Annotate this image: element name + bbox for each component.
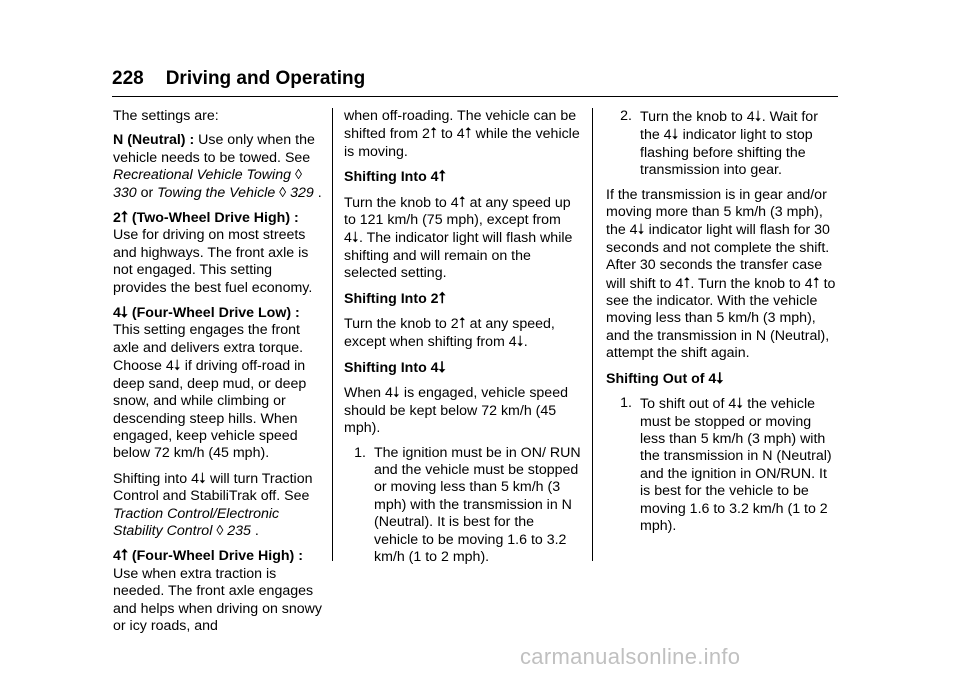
arrow-down-icon: ⭣ (438, 358, 446, 376)
heading-shifting-into-4-low: Shifting Into 4⭣ (344, 358, 446, 376)
arrow-up-icon: ⭡ (438, 289, 446, 307)
into-4-low-paragraph: When 4⭣ is engaged, vehicle speed should be kept below 72 km/h (45 mph). (344, 384, 568, 437)
arrow-down-icon: ⭣ (671, 126, 679, 144)
in-gear-paragraph: If the transmission is in gear and/or moving more than 5 km/h (3 mph), the 4⭣ indicator light will flash for 30 seconds and not complete the shift. After 30 seconds the transfer case will shift to 4⭡. Turn the knob to 4⭡ to see the indicator. With the vehicle moving less than 5 km/h (3 mph), and the transmission in N (Neutral), attempt the shift again. (606, 186, 836, 362)
arrow-up-icon: ⭡ (120, 209, 128, 227)
four-high-paragraph: 4⭡ (Four-Wheel Drive High) : Use when extra traction is needed. The front axle engages and helps when driving on snowy or icy roads, and (113, 547, 323, 634)
link-traction-control[interactable]: Traction Control/Electronic Stability Control (113, 505, 280, 539)
list-item: 1. To shift out of 4⭣ the vehicle must be stopped or moving less than 5 km/h (3 mph) with the transmission in N (Neutral) and the ignition in ON/RUN. It is best for the vehicle to be moving 1.6 to 3.2 km/h (1 to 2 mph). (620, 395, 832, 534)
into-2-paragraph: Turn the knob to 2⭡ at any speed, except when shifting from 4⭣. (344, 315, 555, 351)
neutral-label: N (Neutral) : (113, 132, 195, 149)
page-ref-icon: ◊ (279, 184, 287, 201)
heading-shifting-into-4-high: Shifting Into 4⭡ (344, 168, 446, 186)
page-header (112, 68, 838, 97)
arrow-up-icon: ⭡ (683, 274, 691, 292)
neutral-paragraph: N (Neutral) : Use only when the vehicle needs to be towed. See Recreational Vehicle Towing ◊ 330 or Towing the Vehicle ◊ 329 . (113, 132, 322, 201)
arrow-down-icon: ⭣ (198, 469, 207, 487)
page-number: 228 (112, 68, 144, 89)
arrow-down-icon: ⭣ (120, 304, 128, 322)
list-item: 2. Turn the knob to 4⭣. Wait for the 4⭣ indicator light to stop flashing before shifting the transmission into gear. (620, 108, 818, 179)
watermark: carmanualsonline.info (520, 644, 741, 669)
arrow-down-icon: ⭣ (516, 333, 524, 351)
column-3 (606, 108, 838, 542)
arrow-up-icon: ⭡ (458, 193, 466, 211)
arrow-down-icon: ⭣ (173, 357, 181, 375)
arrow-down-icon: ⭣ (392, 384, 400, 402)
traction-paragraph: Shifting into 4⭣ will turn Traction Control and StabiliTrak off. See Traction Control/Electronic Stability Control ◊ 235 . (113, 469, 313, 539)
arrow-up-icon: ⭡ (438, 168, 446, 186)
intro-text: The settings are: (113, 108, 219, 124)
two-high-paragraph: 2⭡ (Two-Wheel Drive High) : Use for driving on most streets and highways. The front axle is not engaged. This setting provides the best fuel economy. (113, 209, 313, 296)
into-4-high-paragraph: Turn the knob to 4⭡ at any speed up to 121 km/h (75 mph), except from 4⭣. The indicator light will flash while shifting and will remain on the selected setting. (344, 193, 573, 282)
link-towing-vehicle[interactable]: Towing the Vehicle (157, 184, 276, 201)
arrow-down-icon: ⭣ (351, 229, 359, 247)
arrow-up-icon: ⭡ (464, 125, 472, 143)
heading-shifting-into-2: Shifting Into 2⭡ (344, 289, 446, 307)
column-1 (113, 108, 325, 642)
list-item: 1. The ignition must be in ON/ RUN and the vehicle must be stopped or moving less than 5 km/h (3 mph) with the transmission in N (Neutral). It is best for the vehicle to be moving 1.6 to 3.2 km/h (1 to 2 mph). (354, 444, 581, 565)
arrow-up-icon: ⭡ (120, 547, 128, 565)
section-title: Driving and Operating (165, 68, 366, 89)
arrow-down-icon: ⭣ (754, 108, 762, 125)
continued-paragraph: when off-roading. The vehicle can be shifted from 2⭡ to 4⭡ while the vehicle is moving. (344, 108, 580, 160)
arrow-down-icon: ⭣ (637, 221, 645, 239)
link-recreational-towing[interactable]: Recreational Vehicle Towing (113, 167, 291, 184)
arrow-up-icon: ⭡ (458, 315, 466, 333)
arrow-down-icon: ⭣ (716, 369, 724, 387)
heading-shifting-out-of-4-low: Shifting Out of 4⭣ (606, 369, 724, 387)
arrow-down-icon: ⭣ (736, 395, 744, 413)
arrow-up-icon: ⭡ (812, 274, 820, 292)
page-ref-icon: ◊ (294, 167, 302, 184)
column-divider (332, 108, 333, 561)
column-2 (344, 108, 582, 573)
page-ref-icon: ◊ (216, 522, 224, 539)
four-low-paragraph: 4⭣ (Four-Wheel Drive Low) : This setting engages the front axle and delivers extra torque. Choose 4⭣ if driving off-road in deep sand, deep mud, or deep snow, and while climbing or descending steep hills. When engaged, keep vehicle speed below 72 km/h (45 mph). (113, 304, 307, 462)
arrow-up-icon: ⭡ (429, 125, 438, 143)
column-divider (592, 108, 593, 561)
